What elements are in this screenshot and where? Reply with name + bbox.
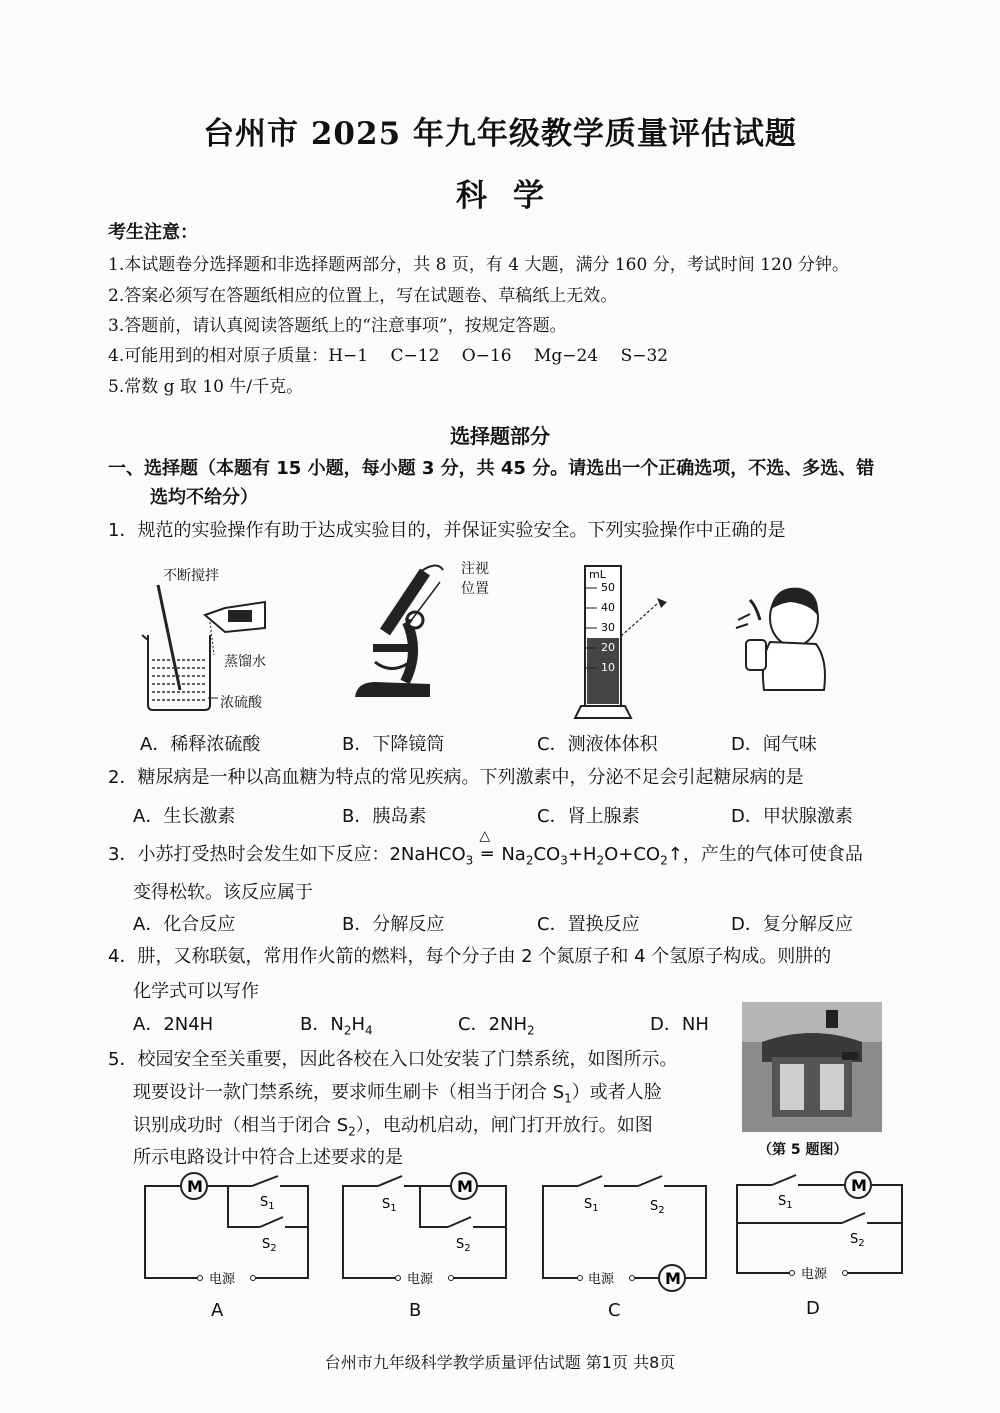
switch-s1-label: $S_1$	[584, 1197, 599, 1214]
q5-photo	[742, 1002, 882, 1132]
power-label: 电源	[801, 1267, 828, 1282]
switch-s2-label: $S_2$	[850, 1232, 865, 1249]
power-label: 电源	[407, 1272, 434, 1287]
q5-stem-4: 所示电路设计中符合上述要求的是	[133, 1147, 403, 1168]
q4-option-c[interactable]: C．$2NH_2$	[458, 1014, 535, 1038]
q2-option-c[interactable]: C．肾上腺素	[537, 806, 640, 827]
exam-title: 台州市 2025 年九年级教学质量评估试题	[203, 116, 797, 152]
note-item: 2.答案必须写在答题纸相应的位置上，写在试题卷、草稿纸上无效。	[108, 286, 618, 306]
switch-s1-label: $S_1$	[382, 1197, 397, 1214]
motor-label: M	[851, 1176, 867, 1195]
q1-option-c[interactable]: C．测液体体积	[537, 734, 658, 755]
q2-option-a[interactable]: A．生长激素	[133, 806, 236, 827]
motor-label: M	[457, 1177, 473, 1196]
subject-title: 科学	[456, 178, 570, 214]
note-item: 5.常数 g 取 10 牛/千克。	[108, 377, 304, 397]
q1-figure-d	[720, 580, 840, 720]
circuit-a	[140, 1170, 320, 1295]
q4-option-a[interactable]: A．2N4H	[133, 1014, 214, 1035]
q2-option-b[interactable]: B．胰岛素	[342, 806, 427, 827]
circuit-c	[538, 1170, 718, 1295]
circuit-b	[338, 1170, 518, 1295]
notes-heading: 考生注意：	[108, 222, 198, 243]
switch-s2-label: $S_2$	[650, 1199, 665, 1216]
label-view-2: 位置	[461, 581, 489, 597]
q5-stem-3: 识别成功时（相当于闭合 $S_2$），电动机启动，闸门打开放行。如图	[133, 1115, 653, 1139]
q1-figure-b	[345, 552, 465, 712]
q5-option-b[interactable]: B	[409, 1300, 422, 1321]
label-stir: 不断搅拌	[163, 568, 219, 584]
circuit-d	[732, 1165, 912, 1290]
power-label: 电源	[209, 1272, 236, 1287]
section-title: 选择题部分	[450, 424, 550, 448]
cylinder-unit: mL	[589, 568, 606, 581]
switch-s2-label: $S_2$	[456, 1237, 471, 1254]
q3-stem-line2: 变得松软。该反应属于	[133, 882, 313, 903]
q4-option-d[interactable]: D．NH	[650, 1014, 709, 1035]
switch-s1-label: $S_1$	[778, 1194, 793, 1211]
cylinder-tick: 40	[601, 601, 615, 614]
q3-option-b[interactable]: B．分解反应	[342, 914, 445, 935]
q1-option-d[interactable]: D．闻气味	[731, 734, 817, 755]
cylinder-tick: 20	[601, 641, 615, 654]
part1-heading: 一、选择题（本题有 15 小题，每小题 3 分，共 45 分。请选出一个正确选项，不选、多选、错	[108, 458, 875, 479]
label-acid: 浓硫酸	[220, 695, 262, 711]
delta-icon: △	[479, 828, 491, 844]
power-label: 电源	[588, 1272, 615, 1287]
q3-stem: 3．小苏打受热时会发生如下反应：2NaHCO$_3$ △ ═ $Na_2CO_3+H_2O+CO_2↑$，产生的气体可使食品	[108, 828, 863, 868]
part1-heading-cont: 选均不给分）	[150, 487, 258, 508]
note-item: 1.本试题卷分选择题和非选择题两部分，共 8 页，有 4 大题，满分 160 分，考试时间 120 分钟。	[108, 255, 849, 275]
cylinder-tick: 30	[601, 621, 615, 634]
q1-option-a[interactable]: A．稀释浓硫酸	[140, 734, 261, 755]
q2-option-d[interactable]: D．甲状腺激素	[731, 806, 853, 827]
q4-option-b[interactable]: B．$N_2H_4$	[300, 1014, 373, 1038]
q5-stem-1: 5．校园安全至关重要，因此各校在入口处安装了门禁系统，如图所示。	[108, 1049, 678, 1070]
q5-stem-2: 现要设计一款门禁系统，要求师生刷卡（相当于闭合 $S_1$）或者人脸	[133, 1082, 662, 1106]
q5-option-a[interactable]: A	[211, 1300, 224, 1321]
motor-label: M	[187, 1177, 203, 1196]
q1-stem: 1．规范的实验操作有助于达成实验目的，并保证实验安全。下列实验操作中正确的是	[108, 520, 786, 541]
label-water: 蒸馏水	[224, 654, 266, 670]
q5-option-c[interactable]: C	[608, 1300, 621, 1321]
note-item: 4.可能用到的相对原子质量：H−1 C−12 O−16 Mg−24 S−32	[108, 346, 669, 366]
page-footer: 台州市九年级科学教学质量评估试题 第1页 共8页	[324, 1353, 676, 1372]
q4-stem-line2: 化学式可以写作	[133, 981, 259, 1002]
q3-option-c[interactable]: C．置换反应	[537, 914, 640, 935]
motor-label: M	[665, 1269, 681, 1288]
switch-s1-label: $S_1$	[260, 1195, 275, 1212]
q1-figure-c	[565, 558, 685, 738]
cylinder-tick: 50	[601, 581, 615, 594]
q4-stem: 4．肼，又称联氨，常用作火箭的燃料，每个分子由 2 个氮原子和 4 个氢原子构成。则肼的	[108, 946, 832, 967]
switch-s2-label: $S_2$	[262, 1237, 277, 1254]
q1-option-b[interactable]: B．下降镜筒	[342, 734, 445, 755]
q3-option-a[interactable]: A．化合反应	[133, 914, 236, 935]
note-item: 3.答题前，请认真阅读答题纸上的“注意事项”，按规定答题。	[108, 316, 567, 336]
cylinder-tick: 10	[601, 661, 615, 674]
label-view-1: 注视	[461, 561, 489, 577]
q3-option-d[interactable]: D．复分解反应	[731, 914, 853, 935]
q2-stem: 2．糖尿病是一种以高血糖为特点的常见疾病。下列激素中，分泌不足会引起糖尿病的是	[108, 767, 804, 788]
q5-option-d[interactable]: D	[806, 1298, 820, 1319]
q5-photo-caption: （第 5 题图）	[758, 1142, 848, 1158]
